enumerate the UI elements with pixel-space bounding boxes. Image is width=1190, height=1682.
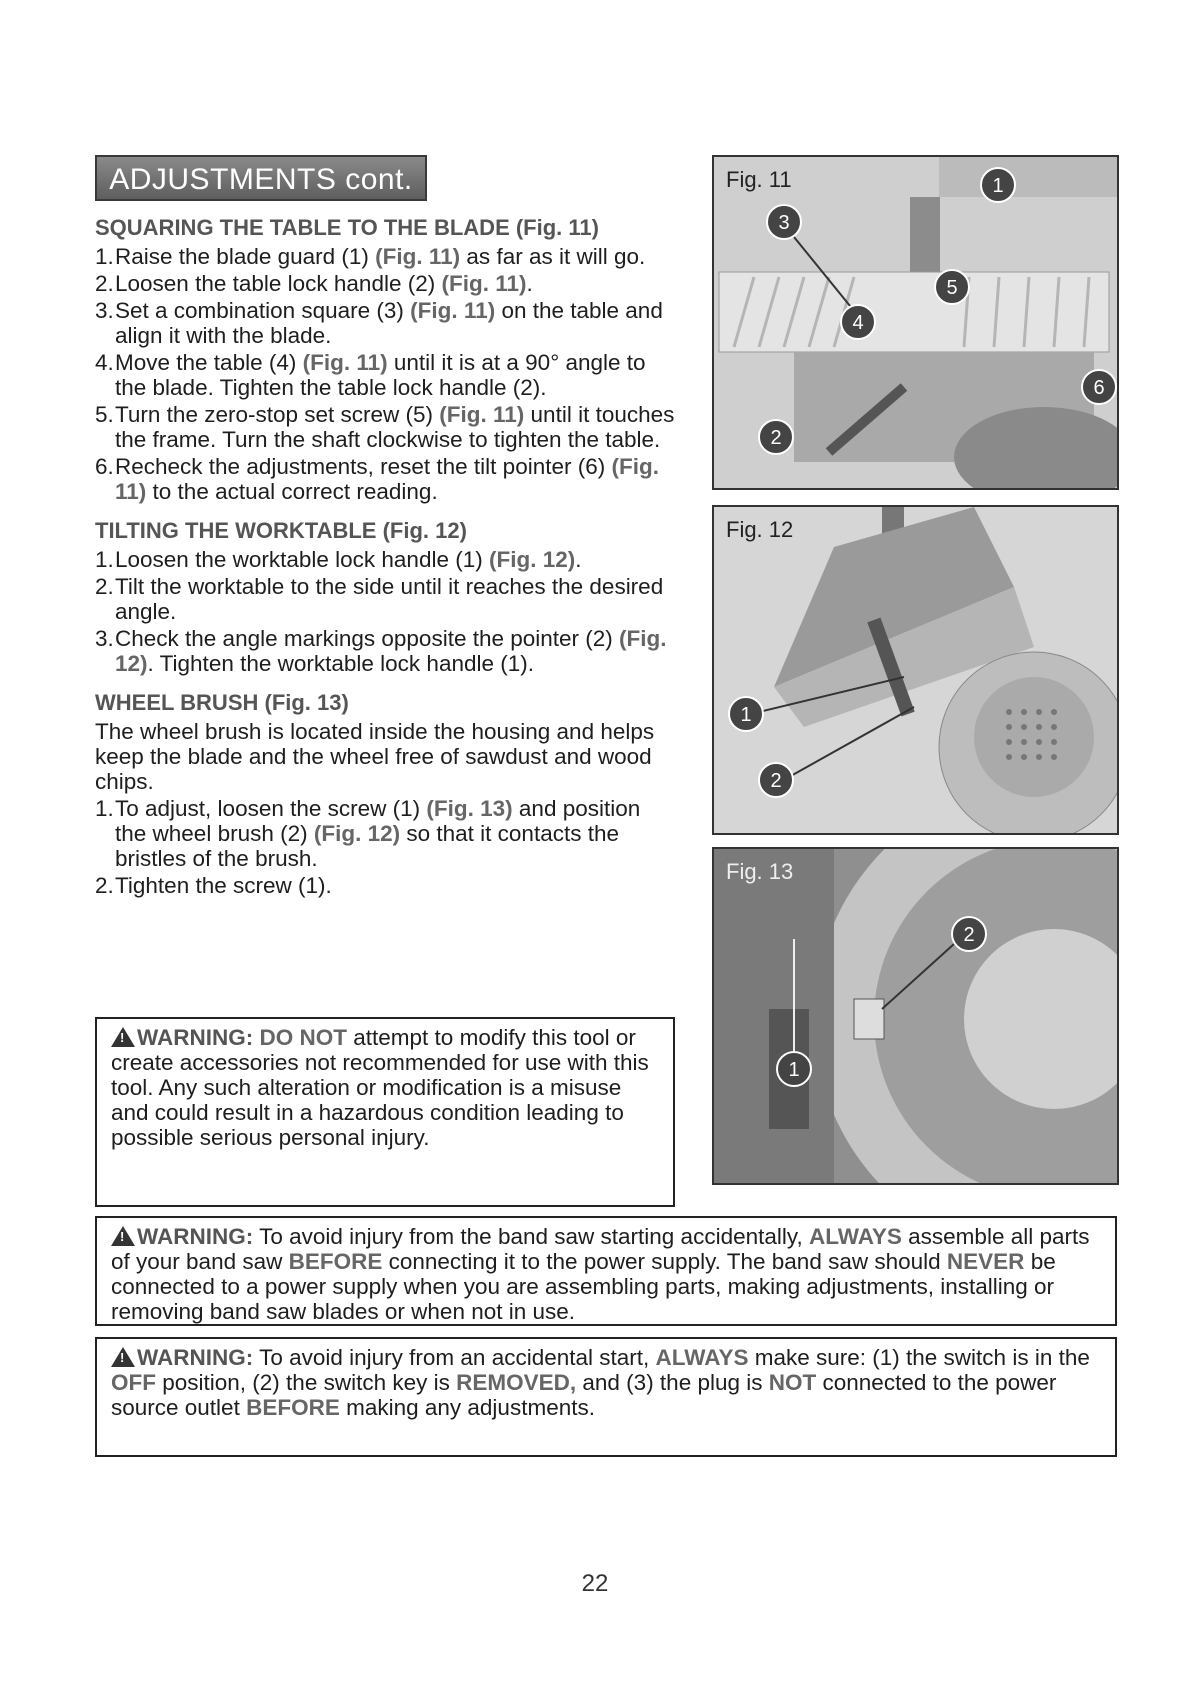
list-item: 1. Raise the blade guard (1) (Fig. 11) as far as it will go. [95, 244, 646, 269]
brush-steps [95, 796, 675, 898]
list-item: 3. Check the angle markings opposite the pointer (2) (Fig. 12). Tighten the worktable lock handle (1). [95, 626, 667, 676]
warning-assembly-box: !WARNING: To avoid injury from the band saw starting accidentally, ALWAYS assemble all parts of your band saw BEFORE connecting it to the power supply. The band saw should NEVER be connected to a power supply when you are assembling parts, making adjustments, installing or removing band saw blades or when not in use. [95, 1216, 1117, 1326]
list-item: 6. Recheck the adjustments, reset the tilt pointer (6) (Fig. 11) to the actual correct reading. [95, 454, 659, 504]
callout-6: 6 [1093, 377, 1105, 399]
list-item: 2. Tilt the worktable to the side until it reaches the desired angle. [95, 574, 664, 624]
warning-triangle-icon [111, 1027, 135, 1047]
callout-4: 4 [852, 312, 864, 334]
callout-2: 2 [963, 924, 975, 946]
tilting-heading: TILTING THE WORKTABLE (Fig. 12) [95, 518, 467, 543]
list-item: 4. Move the table (4) (Fig. 11) until it is at a 90° angle to the blade. Tighten the table lock handle (2). [95, 350, 646, 400]
list-item: 2. Loosen the table lock handle (2) (Fig. 11). [95, 271, 533, 296]
list-item: 1. Loosen the worktable lock handle (1) (Fig. 12). [95, 547, 582, 572]
callout-2: 2 [770, 770, 782, 792]
warning-accidental-start-box: !WARNING: To avoid injury from an accidental start, ALWAYS make sure: (1) the switch is in the OFF position, (2) the switch key is REMOVED, and (3) the plug is NOT connected to the power source outlet BEFORE making any adjustments. [95, 1337, 1117, 1457]
figure-12-label: Fig. 12 [726, 517, 794, 542]
figure-11-label: Fig. 11 [726, 167, 792, 192]
brush-heading: WHEEL BRUSH (Fig. 13) [95, 690, 349, 715]
callout-1: 1 [740, 704, 752, 726]
squaring-heading: SQUARING THE TABLE TO THE BLADE (Fig. 11) [95, 215, 599, 240]
list-item: 5. Turn the zero-stop set screw (5) (Fig. 11) until it touches the frame. Turn the shaft clockwise to tighten the table. [95, 402, 675, 452]
list-item: 1. To adjust, loosen the screw (1) (Fig. 13) and position the wheel brush (2) (Fig. 12) so that it contacts the bristles of the brush. [95, 796, 641, 871]
callout-2: 2 [770, 427, 782, 449]
page-number: 22 [581, 1570, 609, 1597]
section-banner: ADJUSTMENTS cont. [95, 155, 427, 201]
warning-triangle-icon [111, 1347, 135, 1367]
callout-5: 5 [946, 277, 958, 299]
tilting-steps [95, 547, 675, 676]
warning-triangle-icon [111, 1226, 135, 1246]
squaring-steps [95, 244, 675, 504]
list-item: 3. Set a combination square (3) (Fig. 11) on the table and align it with the blade. [95, 298, 663, 348]
callout-3: 3 [778, 212, 790, 234]
figure-12-illustration [714, 507, 1117, 833]
list-item: 2. Tighten the screw (1). [95, 873, 332, 898]
brush-intro: The wheel brush is located inside the housing and helps keep the blade and the wheel free of sawdust and wood chips. [95, 719, 655, 794]
figure-12 [712, 505, 1119, 835]
figure-13-label: Fig. 13 [726, 859, 794, 884]
figure-13 [712, 847, 1119, 1185]
warning-modify-box: !WARNING: DO NOT attempt to modify this tool or create accessories not recommended for use with this tool. Any such alteration or modification is a misuse and could result in a hazardous condition leading to possible serious personal injury. [95, 1017, 675, 1207]
callout-1: 1 [788, 1059, 800, 1081]
figure-13-illustration [714, 849, 1117, 1183]
instructions-column [95, 215, 675, 900]
callout-1: 1 [992, 175, 1004, 197]
figure-11 [712, 155, 1119, 490]
figure-11-illustration [714, 157, 1117, 488]
